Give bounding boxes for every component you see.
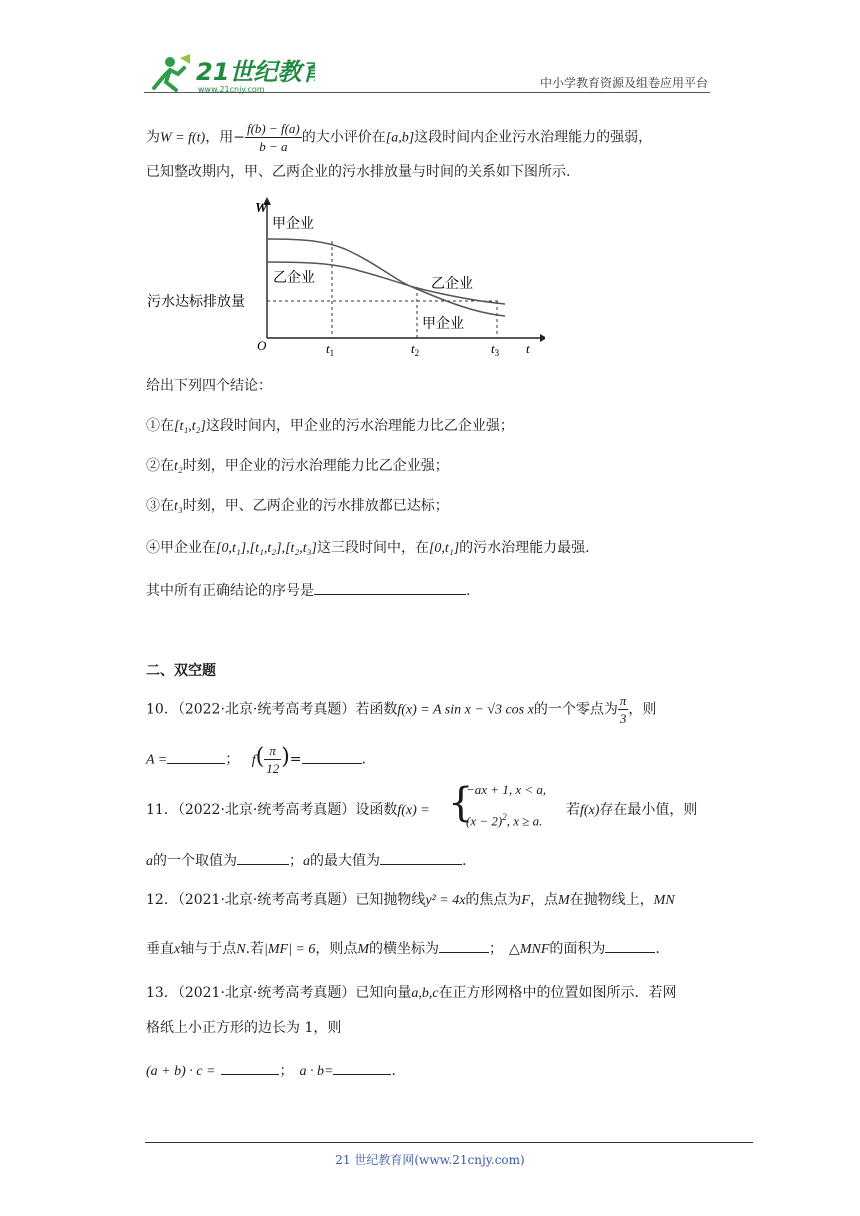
q11-blank-1[interactable]	[237, 850, 289, 865]
q11-blank-2[interactable]	[380, 850, 462, 865]
fraction: $\frac{f(b) - f(a)}{b - a}$	[246, 121, 300, 154]
conclusion-4: ④甲企业在[0,t₁],[t₁,t₂],[t₂,t₃]这三段时间中，在[0,t₁]的污水治理能力最强.	[146, 540, 590, 556]
answer-blank[interactable]	[314, 580, 466, 595]
q13-line-3: (a + b) · c = ； a · b= .	[146, 1060, 396, 1082]
runner-logo-icon	[154, 54, 190, 90]
logo-url-text: www.21cnjy.com	[198, 85, 265, 94]
t1-label: $t_1$	[326, 341, 335, 358]
label-jia-top: 甲企业	[272, 216, 314, 232]
conclusions-intro: 给出下列四个结论：	[146, 378, 272, 394]
q10-blank-2[interactable]	[302, 749, 362, 764]
intro-line-1: 为W = f(t)，用− $\frac{f(b) - f(a)}{b - a}$ 的大小评价在[a,b]这段时间内企业污水治理能力的强弱，	[146, 121, 653, 154]
q12-blank-2[interactable]	[605, 938, 655, 953]
q12-line-2: 垂直x轴与于点N.若|MF| = 6，则点M的横坐标为 ； △MNF的面积为 .	[146, 938, 660, 960]
q13-blank-1[interactable]	[221, 1060, 279, 1075]
x-axis-label: t	[526, 341, 530, 356]
conclusion-2: ②在t₂时刻，甲企业的污水治理能力比乙企业强；	[146, 458, 449, 474]
platform-name: 中小学教育资源及组卷应用平台	[540, 76, 709, 90]
q13-line-2: 格纸上小正方形的边长为 1，则	[146, 1020, 342, 1036]
t3-label: $t_3$	[491, 341, 500, 358]
conclusion-1: ①在[t₁,t₂]这段时间内，甲企业的污水治理能力比乙企业强；	[146, 418, 514, 434]
pollution-graph	[145, 195, 545, 364]
intro-line-2: 已知整改期内，甲、乙两企业的污水排放量与时间的关系如下图所示.	[146, 164, 571, 180]
t2-label: $t_2$	[411, 341, 420, 358]
q10-line-2: A = ； f( $\frac{\pi}{12}$ )= .	[146, 743, 366, 776]
x-arrow-icon	[540, 334, 545, 342]
q11-case-2: $(x - 2)^2$, x ≥ a.	[466, 812, 543, 829]
standard-label: 污水达标排放量	[147, 294, 245, 310]
conclusion-3: ③在t₃时刻，甲、乙两企业的污水排放都已达标；	[146, 498, 449, 514]
q13-blank-2[interactable]	[333, 1060, 391, 1075]
q10-blank-1[interactable]	[167, 749, 225, 764]
q12-line-1: 12．（2021·北京·统考高考真题）已知抛物线y² = 4x的焦点为F，点M在抛物线上，MN	[146, 892, 675, 908]
q11-case-1: −ax + 1, x < a,	[466, 782, 547, 797]
y-axis-label: W	[255, 201, 268, 216]
conclusions-question: 其中所有正确结论的序号是 .	[146, 580, 470, 601]
q11-line-2: a的一个取值为 ；a的最大值为 .	[146, 850, 466, 872]
label-yi-left: 乙企业	[273, 270, 315, 286]
q11-line-1-end: 若f(x)存在最小值，则	[566, 802, 698, 818]
q10-line-1: 10．（2022·北京·统考高考真题）若函数f(x) = A sin x − √3 cos x的一个零点为 $\frac{\pi}{3}$ ，则	[146, 693, 657, 726]
label-jia-bottom: 甲企业	[422, 316, 464, 332]
q11-line-1: 11．（2022·北京·统考高考真题）设函数f(x) =	[146, 802, 430, 818]
piecewise-brace: {	[448, 780, 474, 826]
q13-line-1: 13．（2021·北京·统考高考真题）已知向量a,b,c在正方形网格中的位置如图所示．若网	[146, 985, 677, 1001]
footer-link[interactable]: 21 世纪教育网(www.21cnjy.com)	[335, 1153, 525, 1167]
origin-label: O	[257, 338, 267, 353]
label-yi-right: 乙企业	[431, 276, 473, 292]
footer-divider	[145, 1142, 753, 1143]
header-divider	[144, 92, 710, 93]
logo-main-text: 21世纪教育	[196, 58, 315, 86]
q12-blank-1[interactable]	[439, 938, 489, 953]
site-logo	[140, 48, 315, 98]
section-title: 二、双空题	[146, 663, 216, 679]
